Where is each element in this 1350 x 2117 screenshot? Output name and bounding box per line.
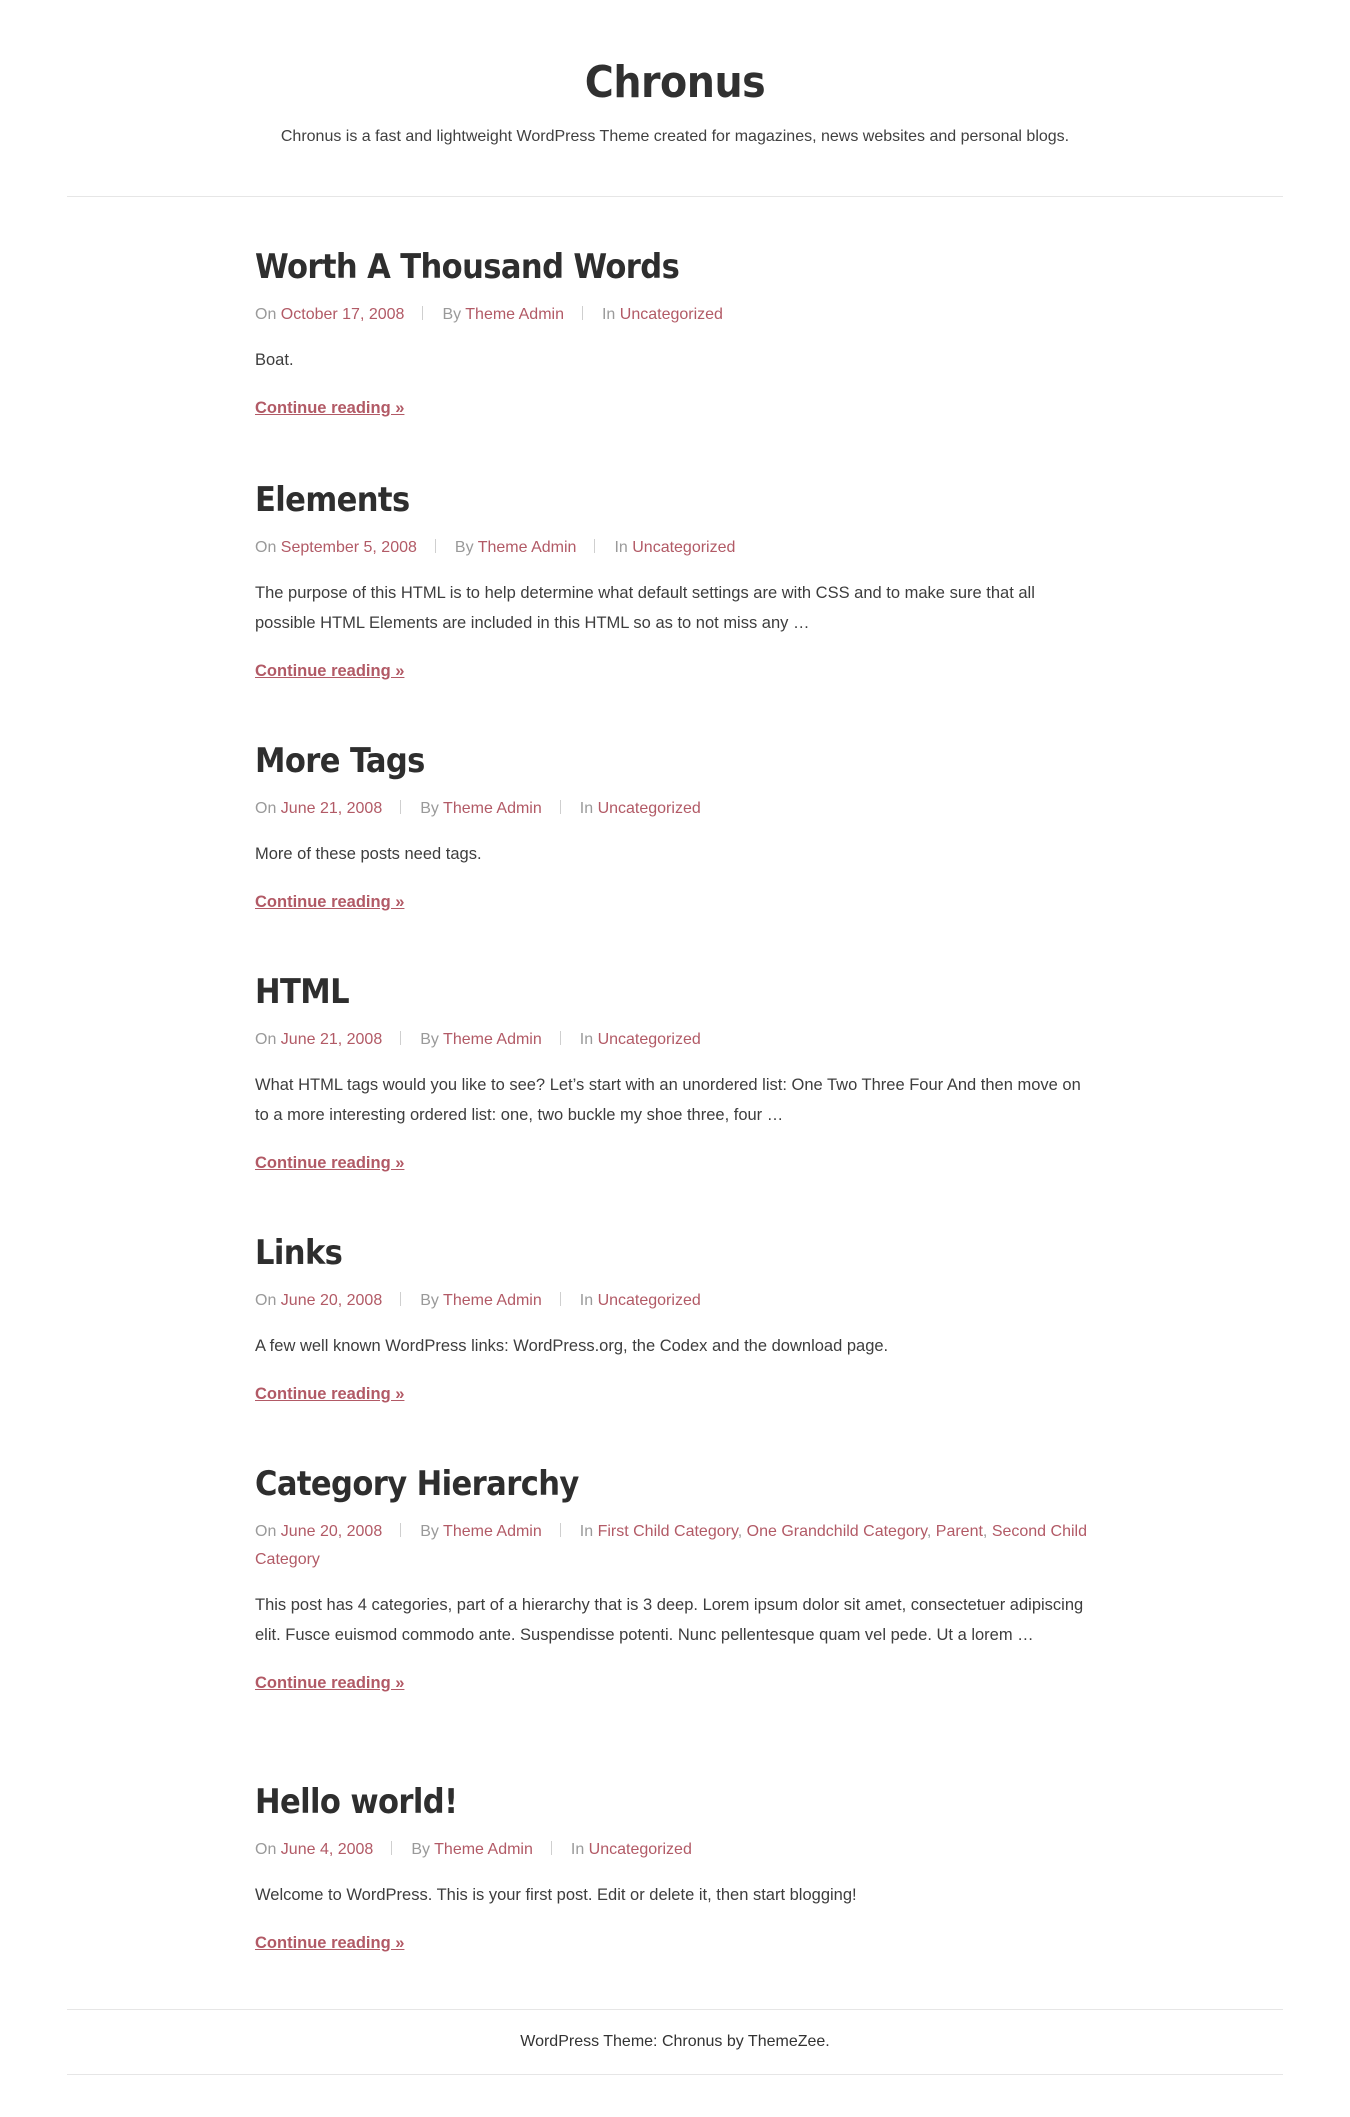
meta-separator: [400, 1292, 401, 1306]
category-prefix: In: [579, 800, 594, 817]
post-category-link[interactable]: Uncategorized: [619, 306, 723, 323]
post: [255, 478, 1095, 681]
author-prefix: By: [420, 800, 439, 817]
continue-reading-link[interactable]: Continue reading »: [255, 1385, 405, 1403]
meta-separator: [551, 1841, 552, 1855]
footer-bottom-divider: [67, 2074, 1283, 2075]
post-category-link[interactable]: Uncategorized: [632, 539, 736, 556]
continue-reading-link[interactable]: Continue reading »: [255, 1934, 405, 1952]
post-date-meta: [255, 1841, 373, 1858]
post-meta: [255, 301, 1095, 329]
post-date-meta: [255, 306, 404, 323]
category-prefix: In: [579, 1031, 594, 1048]
continue-reading-link[interactable]: Continue reading »: [255, 399, 405, 417]
meta-separator: [400, 1031, 401, 1045]
post-excerpt: Welcome to WordPress. This is your first post. Edit or delete it, then start blogging!: [255, 1886, 857, 1904]
post-category-meta: [571, 1841, 692, 1858]
post-author-meta: [411, 1841, 533, 1858]
post-category-link[interactable]: Uncategorized: [588, 1841, 692, 1858]
post-date-meta: [255, 1031, 382, 1048]
post-category-link[interactable]: First Child Category: [597, 1523, 738, 1540]
category-prefix: In: [570, 1841, 585, 1858]
post-date-meta: [255, 1523, 382, 1540]
post: [255, 970, 1095, 1173]
date-prefix: On: [255, 306, 277, 323]
post-meta: [255, 1026, 1095, 1054]
post: [255, 1462, 1095, 1693]
meta-separator: [560, 1292, 561, 1306]
date-prefix: On: [255, 1031, 277, 1048]
post-excerpt: More of these posts need tags.: [255, 845, 482, 863]
post-date-meta: [255, 1292, 382, 1309]
date-prefix: On: [255, 1292, 277, 1309]
post-author-link[interactable]: Theme Admin: [443, 1031, 542, 1048]
author-prefix: By: [411, 1841, 430, 1858]
post-excerpt: A few well known WordPress links: WordPress.org, the Codex and the download page.: [255, 1337, 889, 1355]
post-date-link[interactable]: October 17, 2008: [280, 306, 405, 323]
post-category-link[interactable]: Uncategorized: [597, 1031, 701, 1048]
post-category-meta: [602, 306, 723, 323]
post-category-meta: [580, 800, 701, 817]
post-excerpt: The purpose of this HTML is to help determine what default settings are with CSS and to make sure that all possible HTML Elements are included in this HTML so as to not miss any …: [255, 584, 1035, 632]
post-excerpt: This post has 4 categories, part of a hierarchy that is 3 deep. Lorem ipsum dolor sit amet, consectetuer adipiscing elit. Fusce euismod commodo ante. Suspendisse potenti. Nunc pellentesque quam vel pede. Ut a lorem …: [255, 1596, 1084, 1644]
post-author-link[interactable]: Theme Admin: [465, 306, 564, 323]
post: [255, 1780, 1095, 1953]
post-category-meta: In First Child Category, One Grandchild Category, Parent, Second Child Category: [255, 1523, 1087, 1568]
site-header: [0, 0, 1350, 196]
post-author-meta: [420, 1031, 542, 1048]
post-meta: [255, 534, 1095, 562]
site-description: Chronus is a fast and lightweight WordPress Theme created for magazines, news websites and personal blogs.: [280, 128, 1070, 145]
date-prefix: On: [255, 1841, 277, 1858]
date-prefix: On: [255, 800, 277, 817]
category-prefix: In: [579, 1523, 594, 1540]
footer-credit: WordPress Theme: Chronus by ThemeZee.: [520, 2033, 830, 2050]
post: [255, 245, 1095, 418]
post-author-meta: [455, 539, 577, 556]
site-title[interactable]: Chronus: [584, 57, 766, 108]
post-title[interactable]: Hello world!: [255, 1782, 458, 1822]
post-category-meta: [614, 539, 735, 556]
meta-separator: [582, 306, 583, 320]
post-date-meta: [255, 539, 417, 556]
continue-reading-link[interactable]: Continue reading »: [255, 893, 405, 911]
post-date-link[interactable]: June 21, 2008: [280, 1031, 383, 1048]
meta-separator: [560, 1031, 561, 1045]
meta-separator: [435, 539, 436, 553]
post-date-meta: [255, 800, 382, 817]
post-category-link[interactable]: Uncategorized: [597, 800, 701, 817]
post-meta: [255, 1287, 1095, 1315]
meta-separator: [594, 539, 595, 553]
post-author-link[interactable]: Theme Admin: [443, 800, 542, 817]
post-author-link[interactable]: Theme Admin: [443, 1523, 542, 1540]
author-prefix: By: [420, 1031, 439, 1048]
post-title[interactable]: Category Hierarchy: [255, 1464, 579, 1504]
post: [255, 1231, 1095, 1404]
post-author-meta: [420, 1292, 542, 1309]
post-date-link[interactable]: June 21, 2008: [280, 800, 383, 817]
header-divider: [67, 196, 1283, 197]
post-date-link[interactable]: June 4, 2008: [280, 1841, 374, 1858]
post-title[interactable]: HTML: [255, 972, 350, 1012]
site-footer: [0, 2010, 1350, 2074]
post-title[interactable]: More Tags: [255, 741, 425, 781]
date-prefix: On: [255, 539, 277, 556]
author-prefix: By: [420, 1292, 439, 1309]
post-author-link[interactable]: Theme Admin: [434, 1841, 533, 1858]
post-title[interactable]: Elements: [255, 480, 410, 520]
date-prefix: On: [255, 1523, 277, 1540]
post-category-link[interactable]: One Grandchild Category: [746, 1523, 927, 1540]
meta-separator: [400, 800, 401, 814]
post-excerpt: What HTML tags would you like to see? Let’s start with an unordered list: One Two Three Four And then move on to a more interesting ordered list: one, two buckle my shoe three, four …: [255, 1076, 1081, 1124]
author-prefix: By: [442, 306, 462, 323]
continue-reading-link[interactable]: Continue reading »: [255, 1674, 405, 1692]
category-prefix: In: [614, 539, 628, 556]
meta-separator: [560, 800, 561, 814]
author-prefix: By: [454, 539, 474, 556]
post-category-meta: [580, 1292, 701, 1309]
post-category-link[interactable]: Uncategorized: [597, 1292, 701, 1309]
meta-separator: [560, 1523, 561, 1537]
post-category-link[interactable]: Parent: [935, 1523, 983, 1540]
continue-reading-link[interactable]: Continue reading »: [255, 1154, 405, 1172]
post-author-link[interactable]: Theme Admin: [443, 1292, 542, 1309]
post-meta: [255, 1518, 1095, 1574]
post: [255, 739, 1095, 912]
post-author-meta: [420, 1523, 542, 1540]
meta-separator: [400, 1523, 401, 1537]
post-date-link[interactable]: September 5, 2008: [280, 539, 417, 556]
post-author-link[interactable]: Theme Admin: [477, 539, 577, 556]
post-author-meta: [420, 800, 542, 817]
continue-reading-link[interactable]: Continue reading »: [255, 662, 405, 680]
post-title[interactable]: Links: [255, 1233, 343, 1273]
category-prefix: In: [579, 1292, 594, 1309]
post-excerpt: Boat.: [255, 351, 294, 369]
post-category-link[interactable]: Second Child Category: [255, 1523, 1087, 1568]
post-date-link[interactable]: June 20, 2008: [280, 1523, 383, 1540]
post-author-meta: [442, 306, 564, 323]
author-prefix: By: [420, 1523, 439, 1540]
post-date-link[interactable]: June 20, 2008: [280, 1292, 383, 1309]
post-meta: [255, 795, 1095, 823]
category-prefix: In: [601, 306, 616, 323]
post-category-meta: [580, 1031, 701, 1048]
meta-separator: [391, 1841, 392, 1855]
meta-separator: [422, 306, 423, 320]
post-meta: [255, 1836, 1095, 1864]
post-title[interactable]: Worth A Thousand Words: [255, 247, 680, 287]
